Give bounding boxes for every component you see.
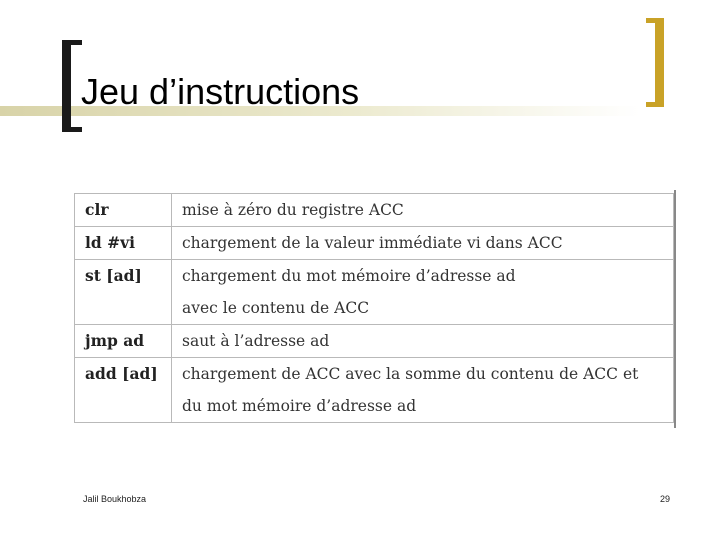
right-bracket-decoration (655, 18, 664, 107)
instruction-table-container (74, 193, 675, 427)
table-row (75, 325, 674, 358)
right-bracket-top (646, 18, 664, 23)
instruction-description: chargement de la valeur immédiate vi dans ACC (172, 227, 674, 260)
table-row (75, 194, 674, 227)
slide-title: Jeu d’instructions (81, 71, 360, 112)
left-bracket-top (62, 40, 82, 45)
instruction-description: chargement de ACC avec la somme du contenu de ACC et du mot mémoire d’adresse ad (172, 358, 674, 423)
instruction-code: ld #vi (75, 227, 172, 260)
instruction-description: chargement du mot mémoire d’adresse ad avec le contenu de ACC (172, 260, 674, 325)
left-bracket-decoration (62, 40, 71, 132)
instruction-description: saut à l’adresse ad (172, 325, 674, 358)
instruction-code: st [ad] (75, 260, 172, 325)
footer-author: Jalil Boukhobza (83, 494, 147, 504)
instruction-code: clr (75, 194, 172, 227)
instruction-description: mise à zéro du registre ACC (172, 194, 674, 227)
instruction-table (74, 193, 674, 423)
left-bracket-bottom (62, 127, 82, 132)
right-bracket-bottom (646, 102, 664, 107)
table-row (75, 227, 674, 260)
page-number: 29 (659, 494, 670, 504)
instruction-code: add [ad] (75, 358, 172, 423)
instruction-code: jmp ad (75, 325, 172, 358)
table-row (75, 260, 674, 325)
table-row (75, 358, 674, 423)
